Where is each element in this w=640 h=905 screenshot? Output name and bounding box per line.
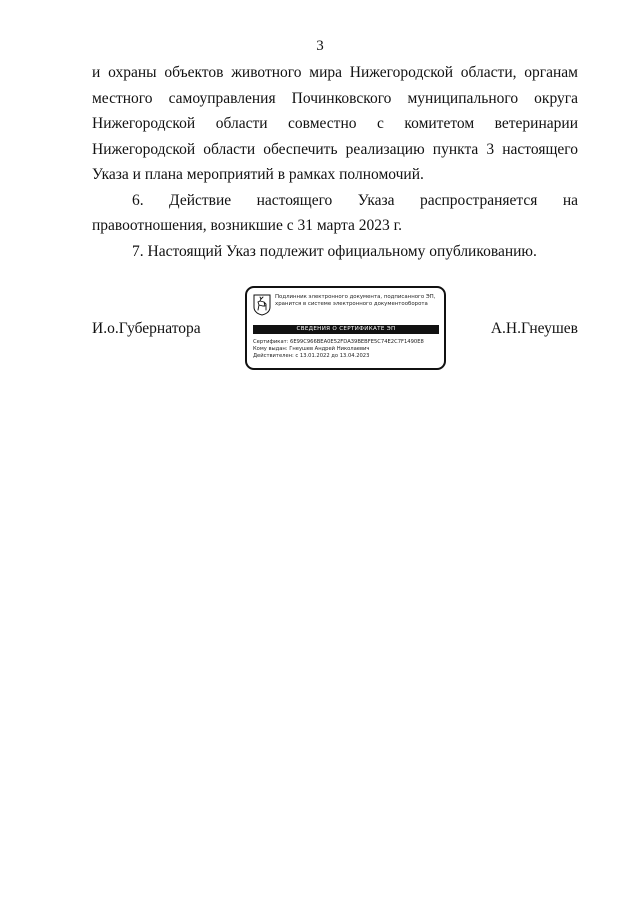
document-body [92,60,578,264]
certificate-details [253,339,441,360]
stamp-header-line: хранится в системе электронного документооборота [275,301,428,307]
electronic-signature-stamp [245,286,446,370]
stamp-header-line: Подлинник электронного документа, подписанного ЭП, [275,294,436,300]
certificate-info-bar: СВЕДЕНИЯ О СЕРТИФИКАТЕ ЭП [253,325,439,334]
signatory-position: И.о.Губернатора [92,320,201,337]
page-number: 3 [316,38,324,54]
signatory-name: А.Н.Гнеушев [490,320,578,337]
paragraph-continuation: и охраны объектов животного мира Нижегородской области, органам местного самоуправления Починковского муниципального округа Нижегородской области совместно с комитетом ветеринарии Нижегородской области обеспечить реализацию пункта 3 настоящего Указа и плана мероприятий в рамках полномочий. [92,64,578,183]
stamp-header [275,294,443,308]
certificate-validity: Действителен: с 13.01.2022 до 13.04.2023 [253,353,370,359]
paragraph-item-6: 6. Действие настоящего Указа распространяется на правоотношения, возникшие с 31 марта 2023 г. [92,191,578,234]
certificate-owner: Кому выдан: Гнеушев Андрей Николаевич [253,346,370,352]
paragraph-item-7: 7. Настоящий Указ подлежит официальному опубликованию. [132,242,537,260]
deer-coat-of-arms-icon [253,294,271,316]
certificate-number: Сертификат: 6E99C966BEA0E52FDA39BEBFE5C74E2C7F1490E8 [253,339,424,345]
